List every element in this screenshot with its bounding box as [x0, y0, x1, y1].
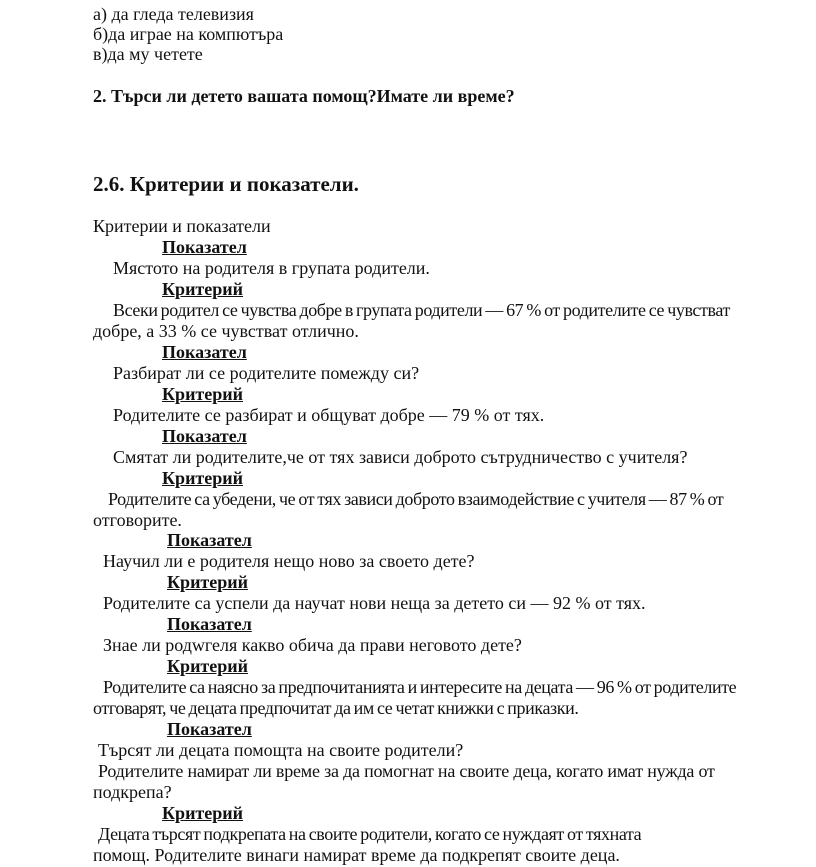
section-heading: 2.6. Критерии и показатели. [93, 172, 359, 196]
criterion-label: Критерий [167, 656, 249, 676]
criterion-text: Родителите са убедени, че от тях зависи доброто взаимодействие с учителя — 87 % от [108, 489, 724, 509]
criterion-label: Критерий [167, 572, 249, 592]
indicator-text: Родителите намират ли време за да помогнат на своите деца, когато имат нужда от [98, 761, 715, 781]
indicator-text: Мястото на родителя в групата родители. [113, 258, 430, 278]
indicator-text: Търсят ли децата помощта на своите родители? [98, 740, 464, 760]
criterion-text: помощ. Родителите винаги намират време да подкрепят своите деца. [93, 845, 620, 865]
indicator-label: Показател [167, 719, 252, 739]
criterion-text: отговорите. [93, 510, 182, 530]
criterion-label: Критерий [162, 279, 244, 299]
criterion-label: Критерий [162, 468, 244, 488]
option-b: б)да играе на компютъра [93, 24, 284, 44]
indicator-label: Показател [162, 342, 247, 362]
indicator-text: подкрепа? [93, 782, 172, 802]
criterion-text: Родителите са успели да научат нови неща за детето си — 92 % от тях. [103, 593, 646, 613]
criterion-text: Всеки родител се чувства добре в групата родители — 67 % от родителите се чувстват [113, 300, 730, 320]
indicator-text: Знае ли родwгеля какво обича да прави неговото дете? [103, 635, 522, 655]
indicator-text: Научил ли е родителя нещо ново за своето дете? [103, 551, 475, 571]
indicator-text: Разбират ли се родителите помежду си? [113, 363, 420, 383]
option-a: а) да гледа телевизия [93, 4, 254, 24]
indicator-label: Показател [167, 530, 252, 550]
option-c: в)да му четете [93, 44, 203, 64]
criterion-text: добре, а 33 % се чувстват отлично. [93, 321, 359, 341]
criterion-label: Критерий [162, 803, 244, 823]
criterion-text: Родителите са наясно за предпочитанията и интересите на децата — 96 % от родителите [103, 677, 737, 697]
indicator-label: Показател [162, 426, 247, 446]
indicator-text: Смятат ли родителите,че от тях зависи доброто сътрудничество с учителя? [113, 447, 688, 467]
indicator-label: Показател [167, 614, 252, 634]
indicator-label: Показател [162, 237, 247, 257]
criterion-text: Родителите се разбират и общуват добре — 79 % от тях. [113, 405, 545, 425]
criterion-label: Критерий [162, 384, 244, 404]
criterion-text: отговарят, че децата предпочитат да им се четат книжки с приказки. [93, 698, 579, 718]
question-heading: 2. Търси ли детето вашата помощ?Имате ли време? [93, 86, 515, 106]
intro-text: Критерии и показатели [93, 216, 271, 236]
criterion-text: Децата търсят подкрепата на своите родители, когато се нуждаят от тяхната [98, 824, 642, 844]
